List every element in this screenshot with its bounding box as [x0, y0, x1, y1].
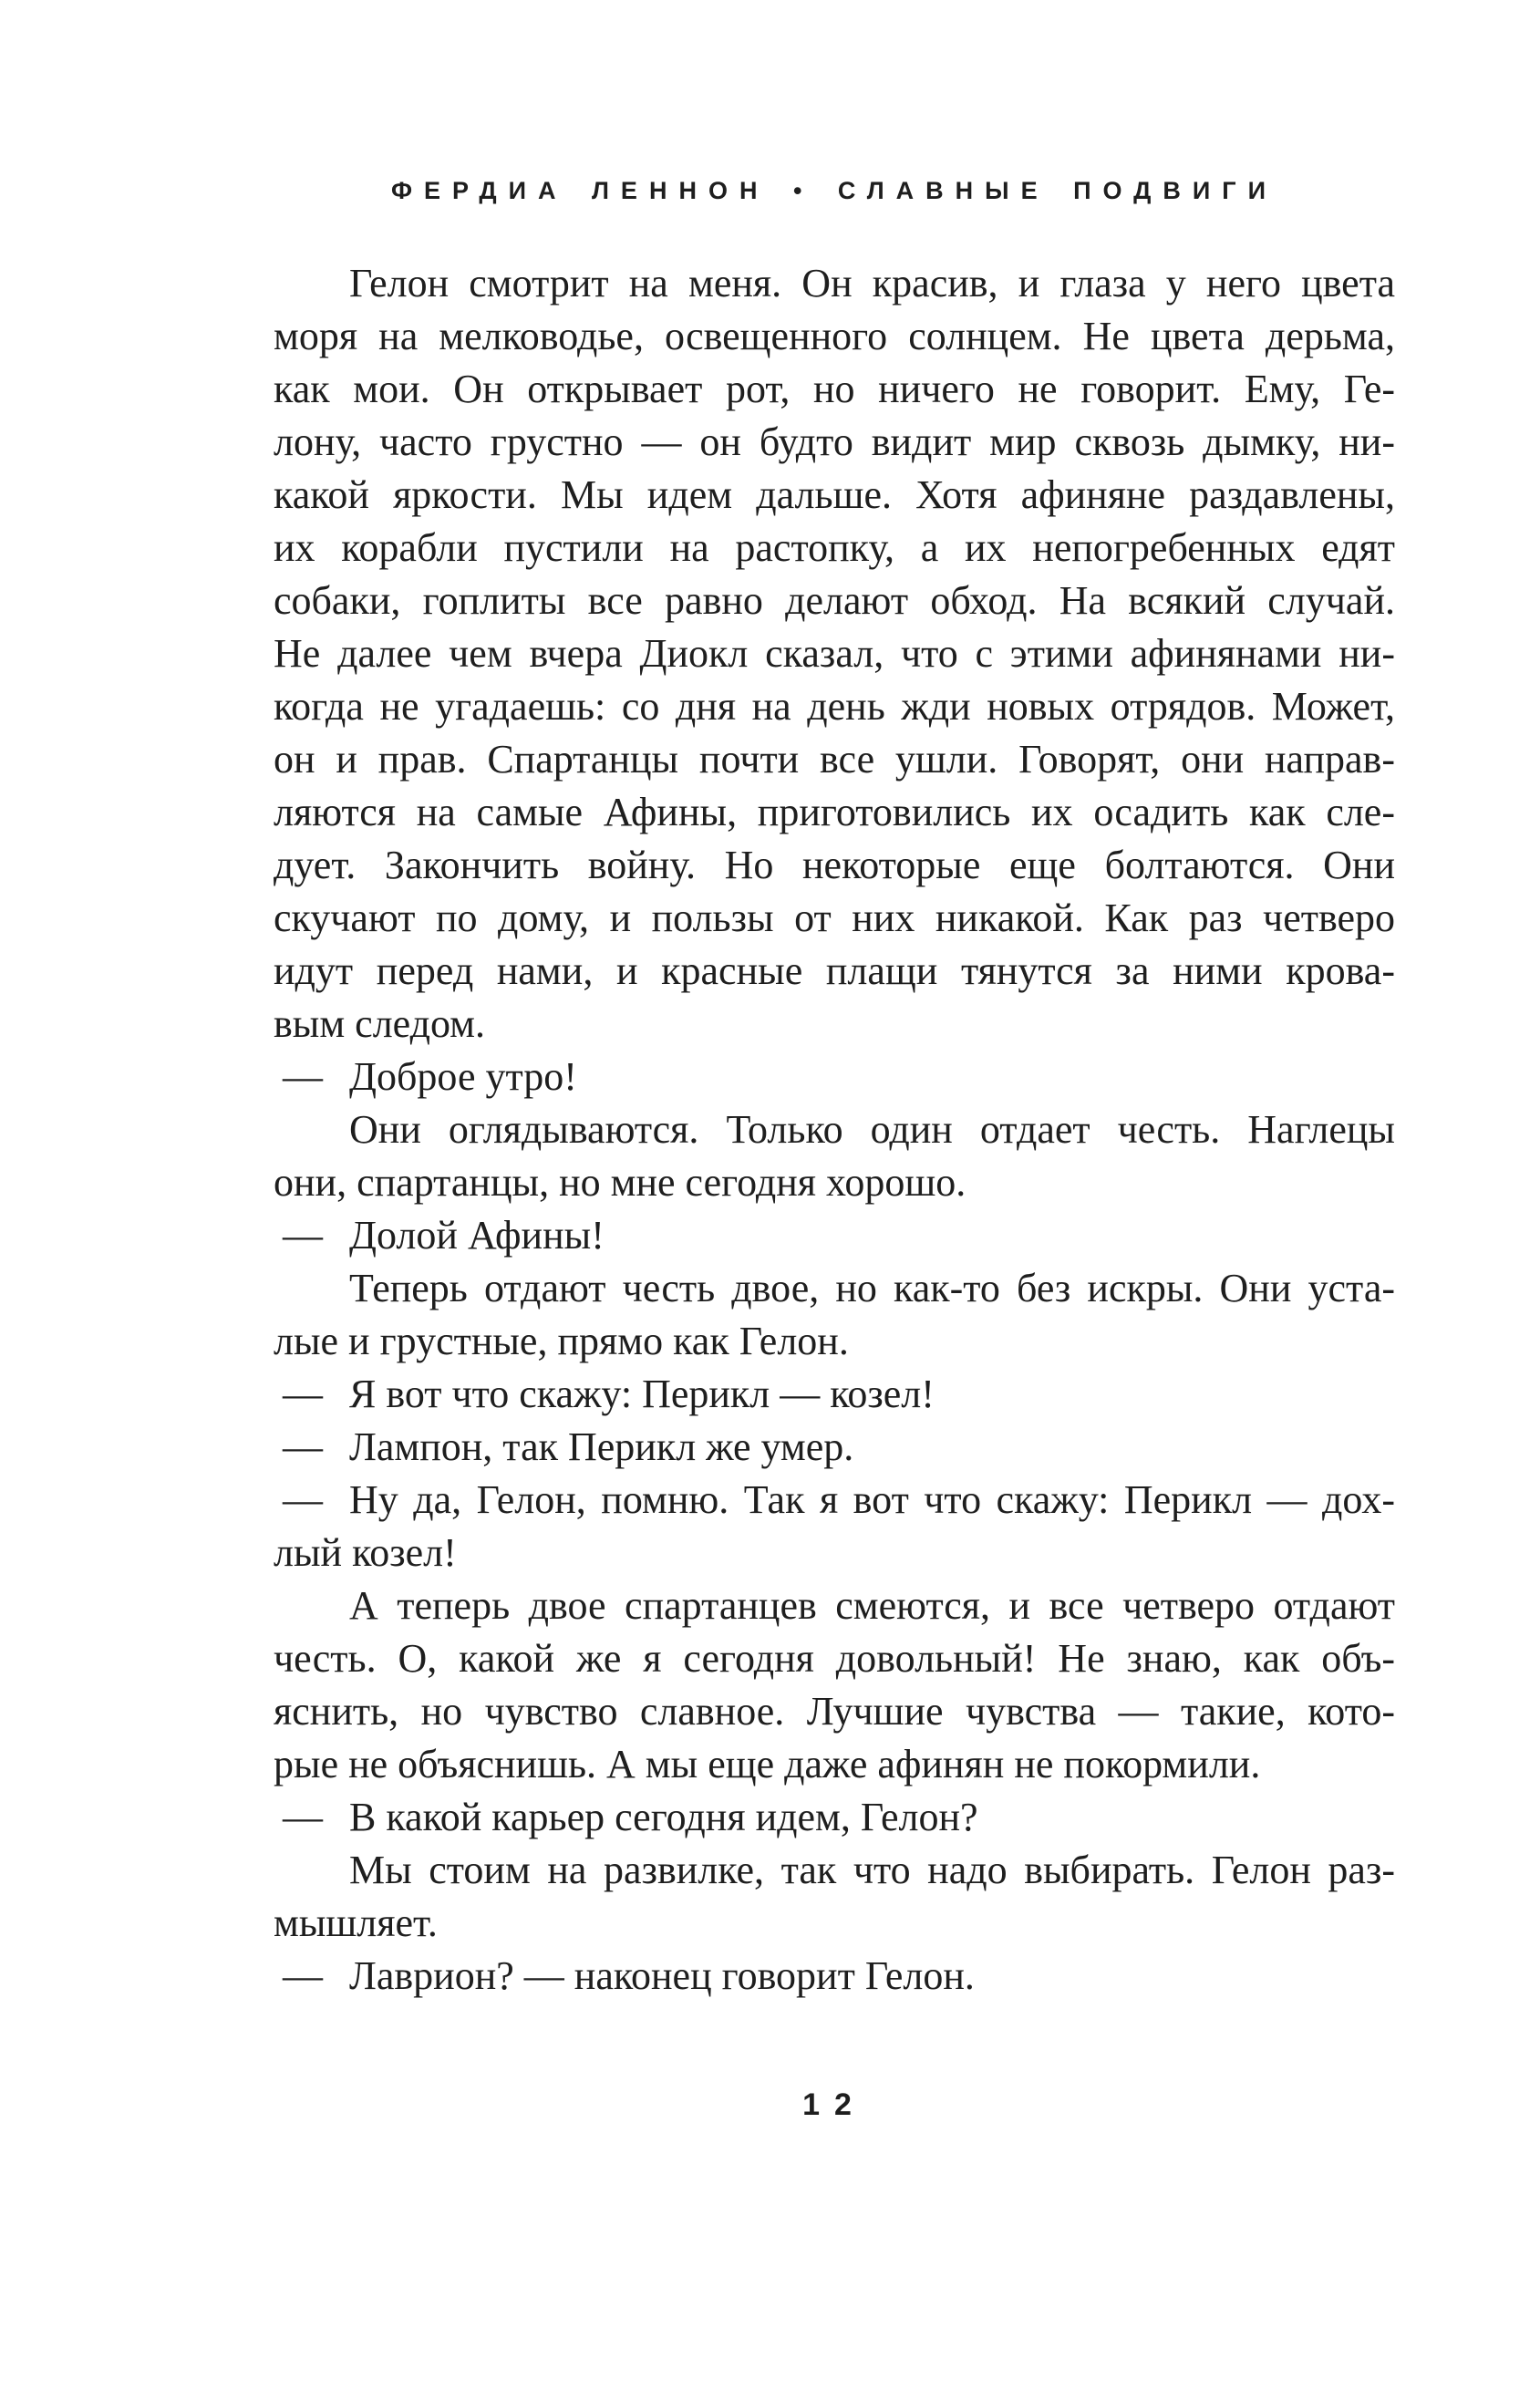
- text-line: Они оглядываются. Только один отдает честь. Наглецы: [349, 1107, 1395, 1152]
- text-line: [274, 1051, 1395, 1103]
- text-line: [274, 1474, 1395, 1527]
- dialogue-dash: —: [283, 1795, 323, 1839]
- text-line: их корабли пустили на растопку, а их непогребенных едят: [274, 525, 1395, 570]
- dialogue-text: Ну да, Гелон, помню. Так я вот что скажу: Перикл — дох-: [349, 1477, 1395, 1522]
- text-line: лону, часто грустно — он будто видит мир сквозь дымку, ни-: [274, 419, 1395, 464]
- dialogue-dash: —: [283, 1054, 323, 1099]
- dialogue-text: Лампон, так Перикл же умер.: [349, 1424, 854, 1469]
- dialogue-dash: —: [283, 1953, 323, 1998]
- text-line: [274, 1209, 1395, 1262]
- text-line: Не далее чем вчера Диокл сказал, что с этими афинянами ни-: [274, 631, 1395, 676]
- text-line: мышляет.: [274, 1900, 438, 1945]
- dialogue-dash: —: [283, 1213, 323, 1258]
- dialogue-text: Доброе утро!: [349, 1054, 577, 1099]
- text-line: моря на мелководье, освещенного солнцем. Не цвета дерьма,: [274, 314, 1395, 358]
- text-line: [274, 1950, 1395, 2003]
- text-line: рые не объяснишь. А мы еще даже афинян не покормили.: [274, 1742, 1261, 1786]
- text-line: когда не угадаешь: со дня на день жди новых отрядов. Может,: [274, 684, 1395, 729]
- text-line: он и прав. Спартанцы почти все ушли. Говорят, они направ-: [274, 737, 1395, 782]
- dialogue-text: Долой Афины!: [349, 1213, 605, 1258]
- text-line: ляются на самые Афины, приготовились их осадить как сле-: [274, 790, 1395, 834]
- text-line: [274, 1421, 1395, 1474]
- text-line: лые и грустные, прямо как Гелон.: [274, 1319, 849, 1363]
- text-line: Теперь отдают честь двое, но как-то без искры. Они уста-: [349, 1266, 1395, 1310]
- dialogue-dash: —: [283, 1424, 323, 1469]
- text-line: как мои. Он открывает рот, но ничего не говорит. Ему, Ге-: [274, 367, 1395, 411]
- text-line: какой яркости. Мы идем дальше. Хотя афиняне раздавлены,: [274, 472, 1395, 517]
- text-line: собаки, гоплиты все равно делают обход. На всякий случай.: [274, 578, 1395, 623]
- dialogue-text: В какой карьер сегодня идем, Гелон?: [349, 1795, 978, 1839]
- text-line: честь. О, какой же я сегодня довольный! Не знаю, как объ-: [274, 1636, 1395, 1681]
- text-line: яснить, но чувство славное. Лучшие чувства — такие, кото-: [274, 1689, 1395, 1734]
- text-line: лый козел!: [274, 1530, 457, 1575]
- text-line: [274, 1368, 1395, 1421]
- dialogue-dash: —: [283, 1477, 323, 1522]
- text-line: Гелон смотрит на меня. Он красив, и глаза у него цвета: [349, 261, 1395, 305]
- text-line: скучают по дому, и пользы от них никакой. Как раз четверо: [274, 896, 1395, 940]
- body-text: [274, 257, 1395, 2003]
- dialogue-text: Лаврион? — наконец говорит Гелон.: [349, 1953, 975, 1998]
- text-line: [274, 1791, 1395, 1844]
- text-line: идут перед нами, и красные плащи тянутся за ними крова-: [274, 948, 1395, 993]
- dialogue-dash: —: [283, 1372, 323, 1416]
- running-header: ФЕРДИА ЛЕННОН • СЛАВНЫЕ ПОДВИГИ: [390, 177, 1278, 204]
- page-number: 12: [802, 2087, 866, 2122]
- text-line: А теперь двое спартанцев смеются, и все четверо отдают: [349, 1583, 1395, 1628]
- text-line: дует. Закончить войну. Но некоторые еще болтаются. Они: [274, 843, 1395, 887]
- text-line: они, спартанцы, но мне сегодня хорошо.: [274, 1160, 966, 1205]
- dialogue-text: Я вот что скажу: Перикл — козел!: [349, 1372, 935, 1416]
- text-line: вым следом.: [274, 1001, 486, 1046]
- text-line: Мы стоим на развилке, так что надо выбирать. Гелон раз-: [349, 1848, 1395, 1892]
